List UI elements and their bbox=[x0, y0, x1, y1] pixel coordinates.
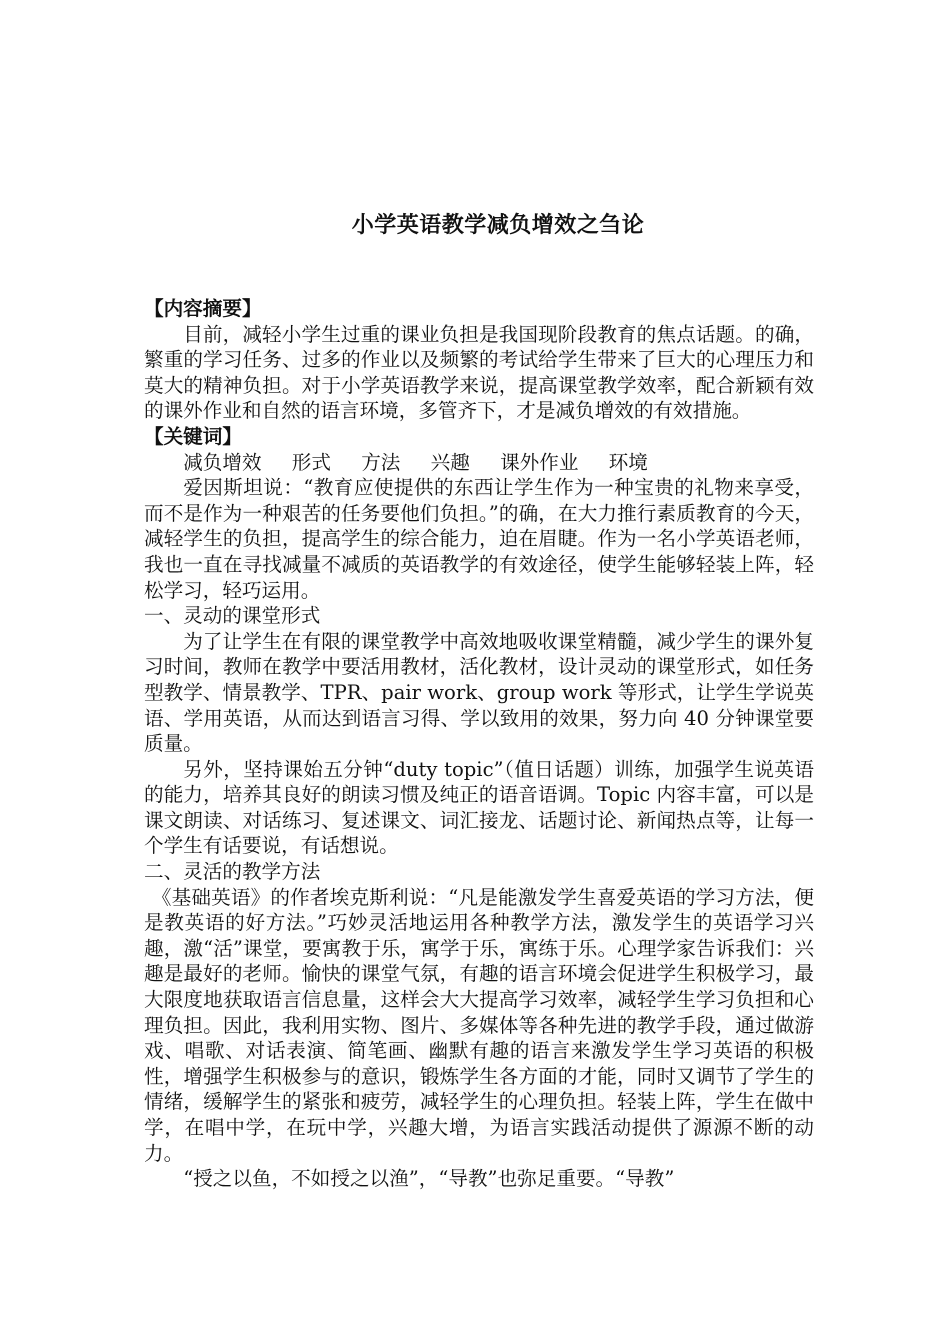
body-paragraph: 《基础英语》的作者埃克斯利说：“凡是能激发学生喜爱英语的学习方法，便是教英语的好方法。”巧妙灵活地运用各种教学方法，激发学生的英语学习兴趣，激“活”课堂，要寓教于乐，寓学于乐，寓练于乐。心理学家告诉我们：兴趣是最好的老师。愉快的课堂气氛，有趣的语言环境会促进学生积极学习，最大限度地获取语言信息量，这样会大大提高学习效率，减轻学生学习负担和心理负担。因此，我利用实物、图片、多媒体等各种先进的教学手段，通过做游戏、唱歌、对话表演、简笔画、幽默有趣的语言来激发学生学习英语的积极性，增强学生积极参与的意识，锻炼学生各方面的才能，同时又调节了学生的情绪，缓解学生的紧张和疲劳，减轻学生的心理负担。轻装上阵，学生在做中学，在唱中学，在玩中学，兴趣大增，为语言实践活动提供了源源不断的动力。 bbox=[144, 885, 814, 1165]
keyword-item: 减负增效 bbox=[183, 450, 262, 474]
body-paragraph: 另外，坚持课始五分钟“duty topic”（值日话题）训练，加强学生说英语的能力，培养其良好的朗读习惯及纯正的语音语调。Topic 内容丰富，可以是课文朗读、对话练习、复述课文、词汇接龙、话题讨论、新闻热点等，让每一个学生有话要说，有话想说。 bbox=[144, 757, 814, 858]
keyword-item: 课外作业 bbox=[500, 450, 579, 474]
document-title: 小学英语教学减负增效之刍论 bbox=[351, 212, 645, 238]
keyword-item: 形式 bbox=[291, 450, 331, 474]
body-paragraph: “授之以鱼，不如授之以渔”，“导教”也弥足重要。“导教” bbox=[183, 1167, 675, 1191]
abstract-paragraph: 目前，减轻小学生过重的课业负担是我国现阶段教育的焦点话题。的确，繁重的学习任务、过多的作业以及频繁的考试给学生带来了巨大的心理压力和莫大的精神负担。对于小学英语教学来说，提高课堂教学效率，配合新颖有效的课外作业和自然的语言环境，多管齐下，才是减负增效的有效措施。 bbox=[144, 322, 814, 423]
keywords-heading: 【关键词】 bbox=[144, 424, 242, 448]
body-paragraph: 为了让学生在有限的课堂教学中高效地吸收课堂精髓，减少学生的课外复习时间，教师在教学中要活用教材，活化教材，设计灵动的课堂形式，如任务型教学、情景教学、TPR、pair work、group work 等形式，让学生学说英语、学用英语，从而达到语言习得、学以致用的效果，努力向 40 分钟课堂要质量。 bbox=[144, 629, 814, 756]
abstract-heading: 【内容摘要】 bbox=[144, 297, 262, 320]
section-heading: 二、灵活的教学方法 bbox=[144, 860, 321, 884]
document-body bbox=[144, 296, 814, 1192]
keyword-item: 环境 bbox=[608, 450, 648, 474]
keyword-item: 方法 bbox=[361, 450, 401, 474]
keyword-item: 兴趣 bbox=[430, 450, 470, 474]
section-heading: 一、灵动的课堂形式 bbox=[144, 604, 321, 628]
keywords-line bbox=[144, 450, 814, 476]
intro-paragraph: 爱因斯坦说：“教育应使提供的东西让学生作为一种宝贵的礼物来享受，而不是作为一种艰苦的任务要他们负担。”的确，在大力推行素质教育的今天，减轻学生的负担，提高学生的综合能力，迫在眉睫。作为一名小学英语老师，我也一直在寻找减量不减质的英语教学的有效途径，使学生能够轻装上阵，轻松学习，轻巧运用。 bbox=[144, 476, 814, 602]
